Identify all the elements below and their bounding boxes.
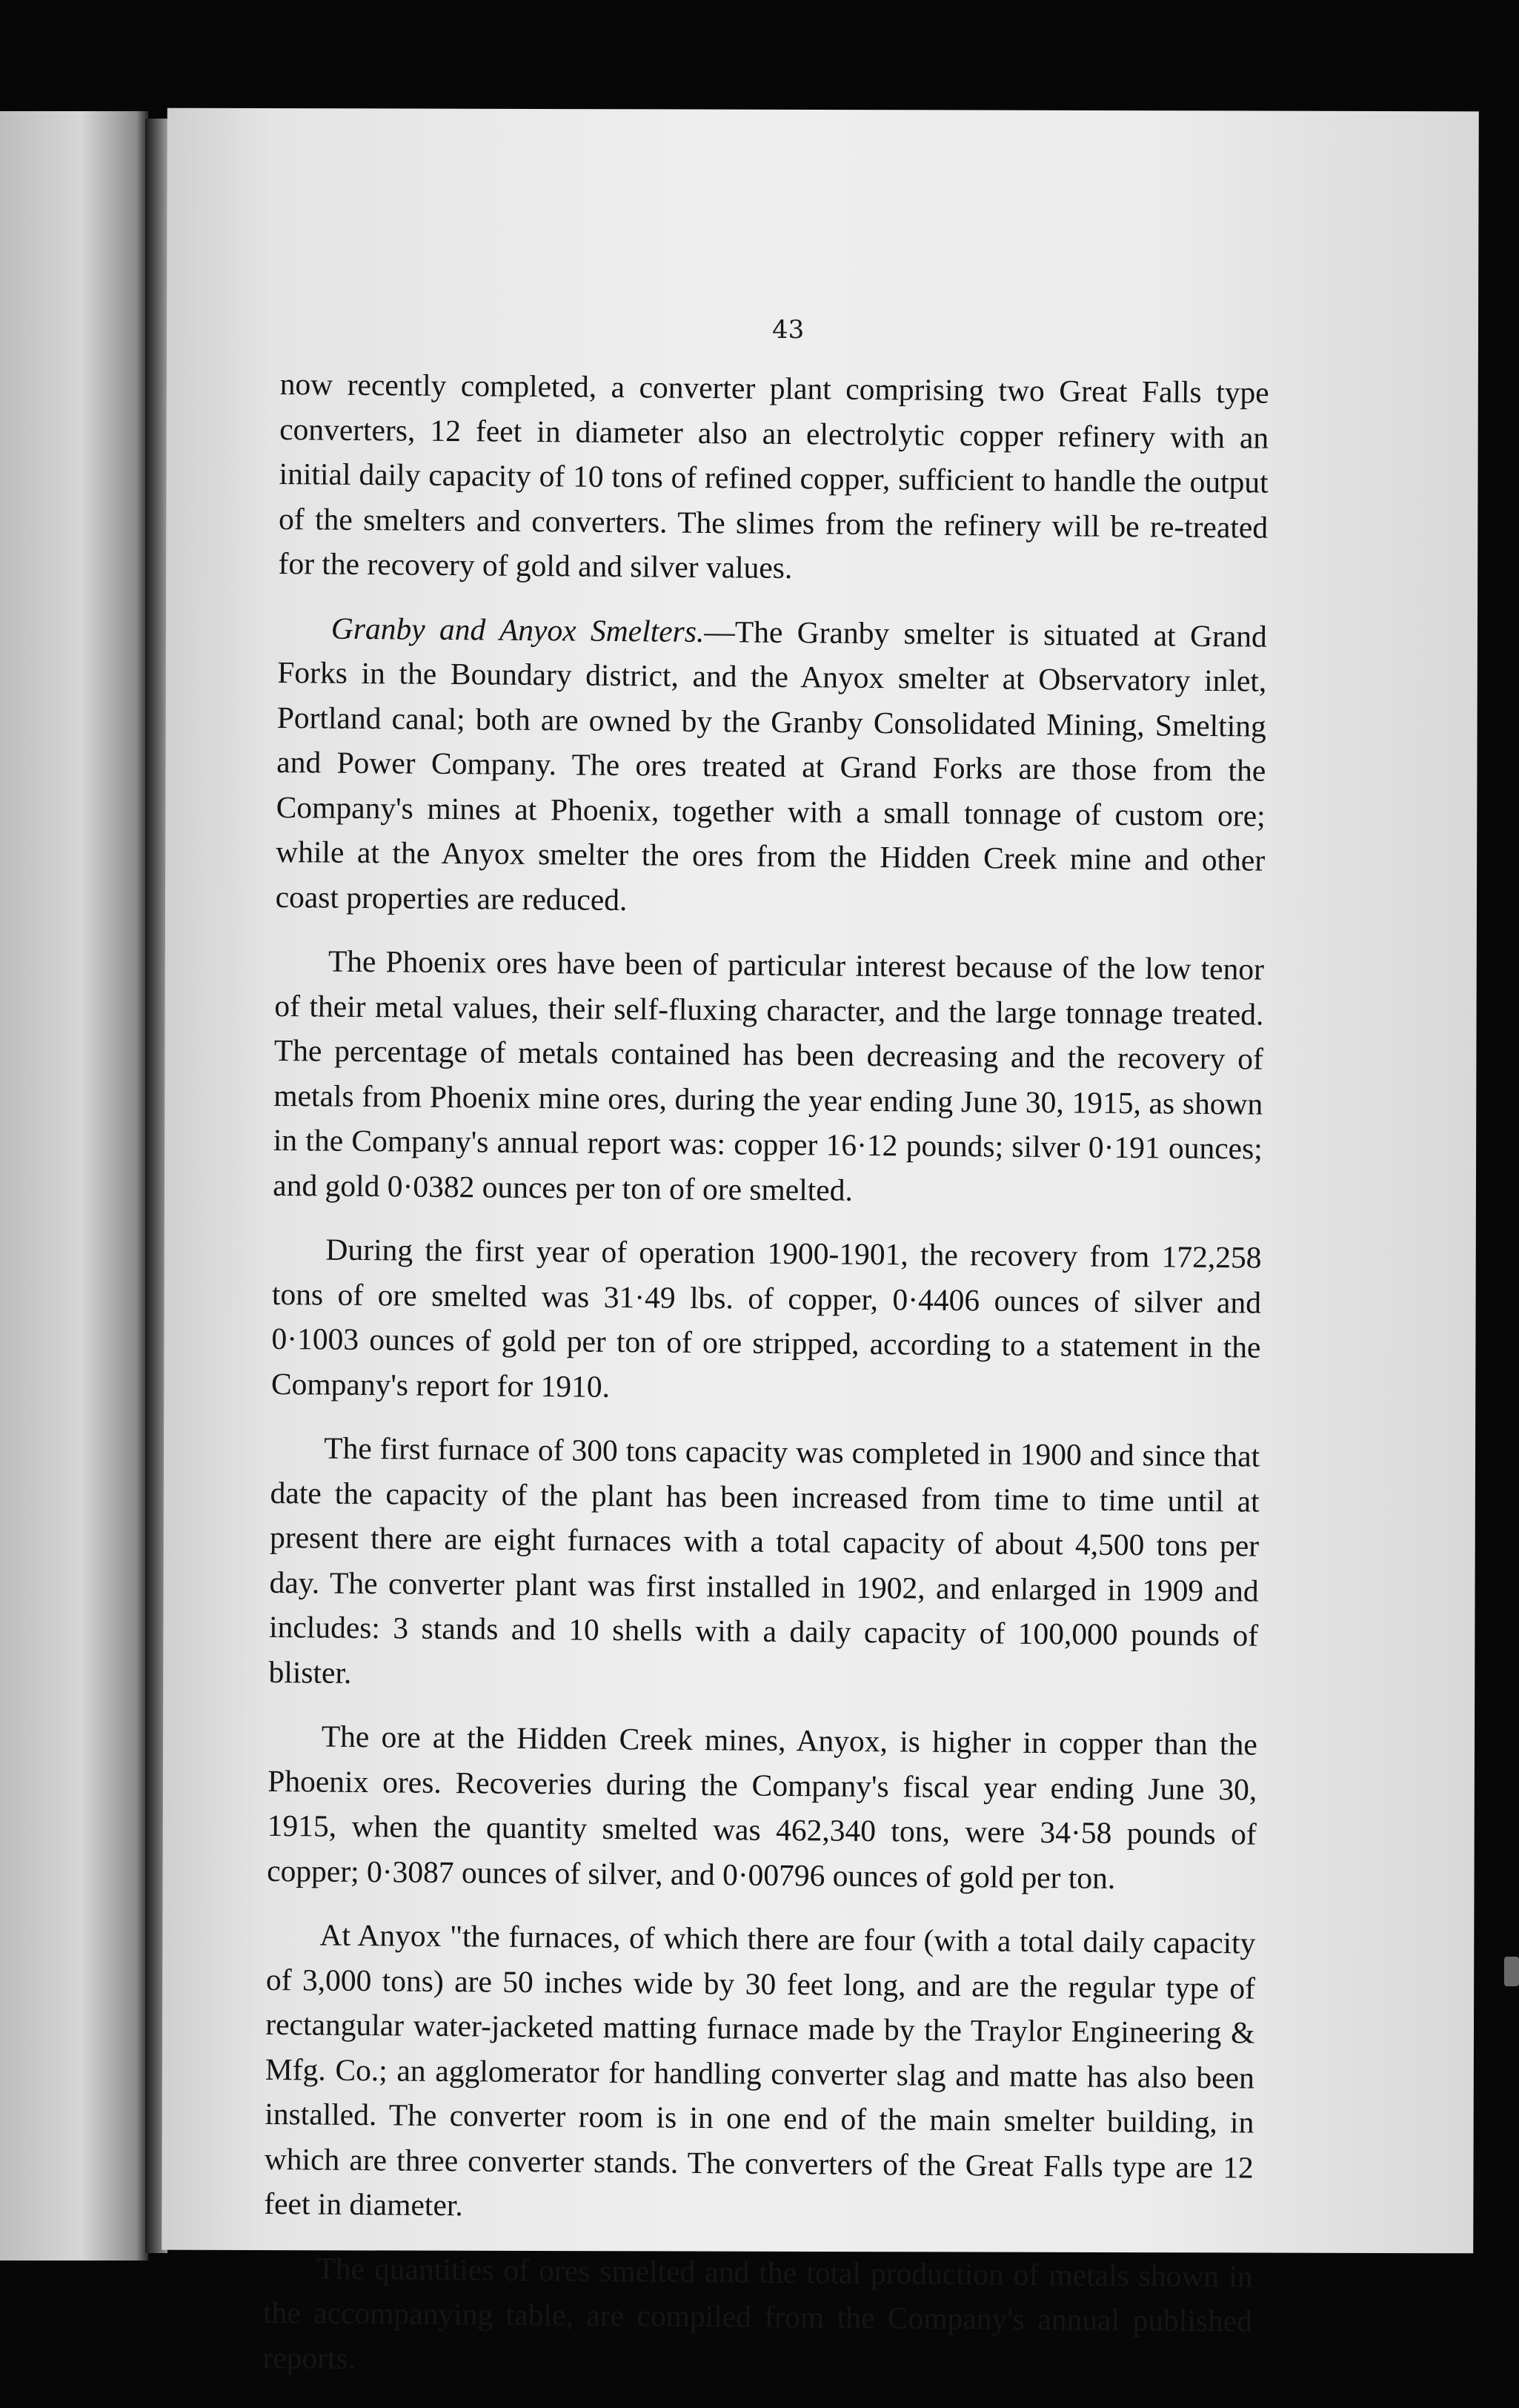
- paragraph-text: —The Granby smelter is situated at Grand Forks in the Boundary district, and the Anyox smelter at Observatory inlet, Portland canal; both are owned by the Granby Consolidated Mining, Smelting and Power Company. The ores treated at Grand Forks are those from the Company's mines at Phoenix, together with a small tonnage of custom ore; while at the Anyox smelter the ores from the Hidden Creek mine and other coast properties are reduced.: [275, 614, 1268, 917]
- scan-edge-artifact: [1504, 1957, 1519, 1986]
- paragraph: The quantities of ores smelted and the total production of metals shown in the accompanying table, are compiled from the Company's annual published reports.: [262, 2251, 1253, 2375]
- page-number: 43: [772, 315, 805, 345]
- paragraph: The ore at the Hidden Creek mines, Anyox, is higher in copper than the Phoenix ores. Recoveries during the Company's fiscal year ending June 30, 1915, when the quantity smelted was 462,340 tons, were 34·58 pounds of copper; 0·3087 ounces of silver, and 0·00796 ounces of gold per ton.: [267, 1719, 1257, 1895]
- body-text: [262, 362, 1269, 2408]
- paragraph: [275, 605, 1267, 927]
- paragraph: The Phoenix ores have been of particular interest because of the low tenor of their metal values, their self-fluxing character, and the large tonnage treated. The percentage of metals contained has been decreasing and the recovery of metals from Phoenix mine ores, during the year ending June 30, 1915, as shown in the Company's annual report was: copper 16·12 pounds; silver 0·191 ounces; and gold 0·0382 ounces per ton of ore smelted.: [273, 943, 1265, 1207]
- previous-page-edge: [0, 111, 148, 2261]
- run-in-heading: Granby and Anyox Smelters.: [330, 611, 705, 649]
- paragraph: During the first year of operation 1900-1901, the recovery from 172,258 tons of ore smelted was 31·49 lbs. of copper, 0·4406 ounces of silver and 0·1003 ounces of gold per ton of ore stripped, according to a statement in the Company's report for 1910.: [270, 1232, 1262, 1404]
- paragraph: At Anyox "the furnaces, of which there are four (with a total daily capacity of 3,000 tons) are 50 inches wide by 30 feet long, and are the regular type of rectangular water-jacketed matting furnace made by the Traylor Engineering & Mfg. Co.; an agglomerator for handling converter slag and matte has also been installed. The converter room is in one end of the main smelter building, in which are three converter stands. The converters of the Great Falls type are 12 feet in diameter.: [264, 1917, 1256, 2223]
- paragraph: now recently completed, a converter plant comprising two Great Falls type converters, 12 feet in diameter also an electrolytic copper refinery with an initial daily capacity of 10 tons of refined copper, sufficient to handle the output of the smelters and converters. The slimes from the refinery will be re-treated for the recovery of gold and silver values.: [278, 366, 1269, 586]
- paragraph: The first furnace of 300 tons capacity was completed in 1900 and since that date the capacity of the plant has been increased from time to time until at present there are eight furnaces with a total capacity of about 4,500 tons per day. The converter plant was first installed in 1902, and enlarged in 1909 and includes: 3 stands and 10 shells with a daily capacity of 100,000 pounds of blister.: [268, 1430, 1260, 1690]
